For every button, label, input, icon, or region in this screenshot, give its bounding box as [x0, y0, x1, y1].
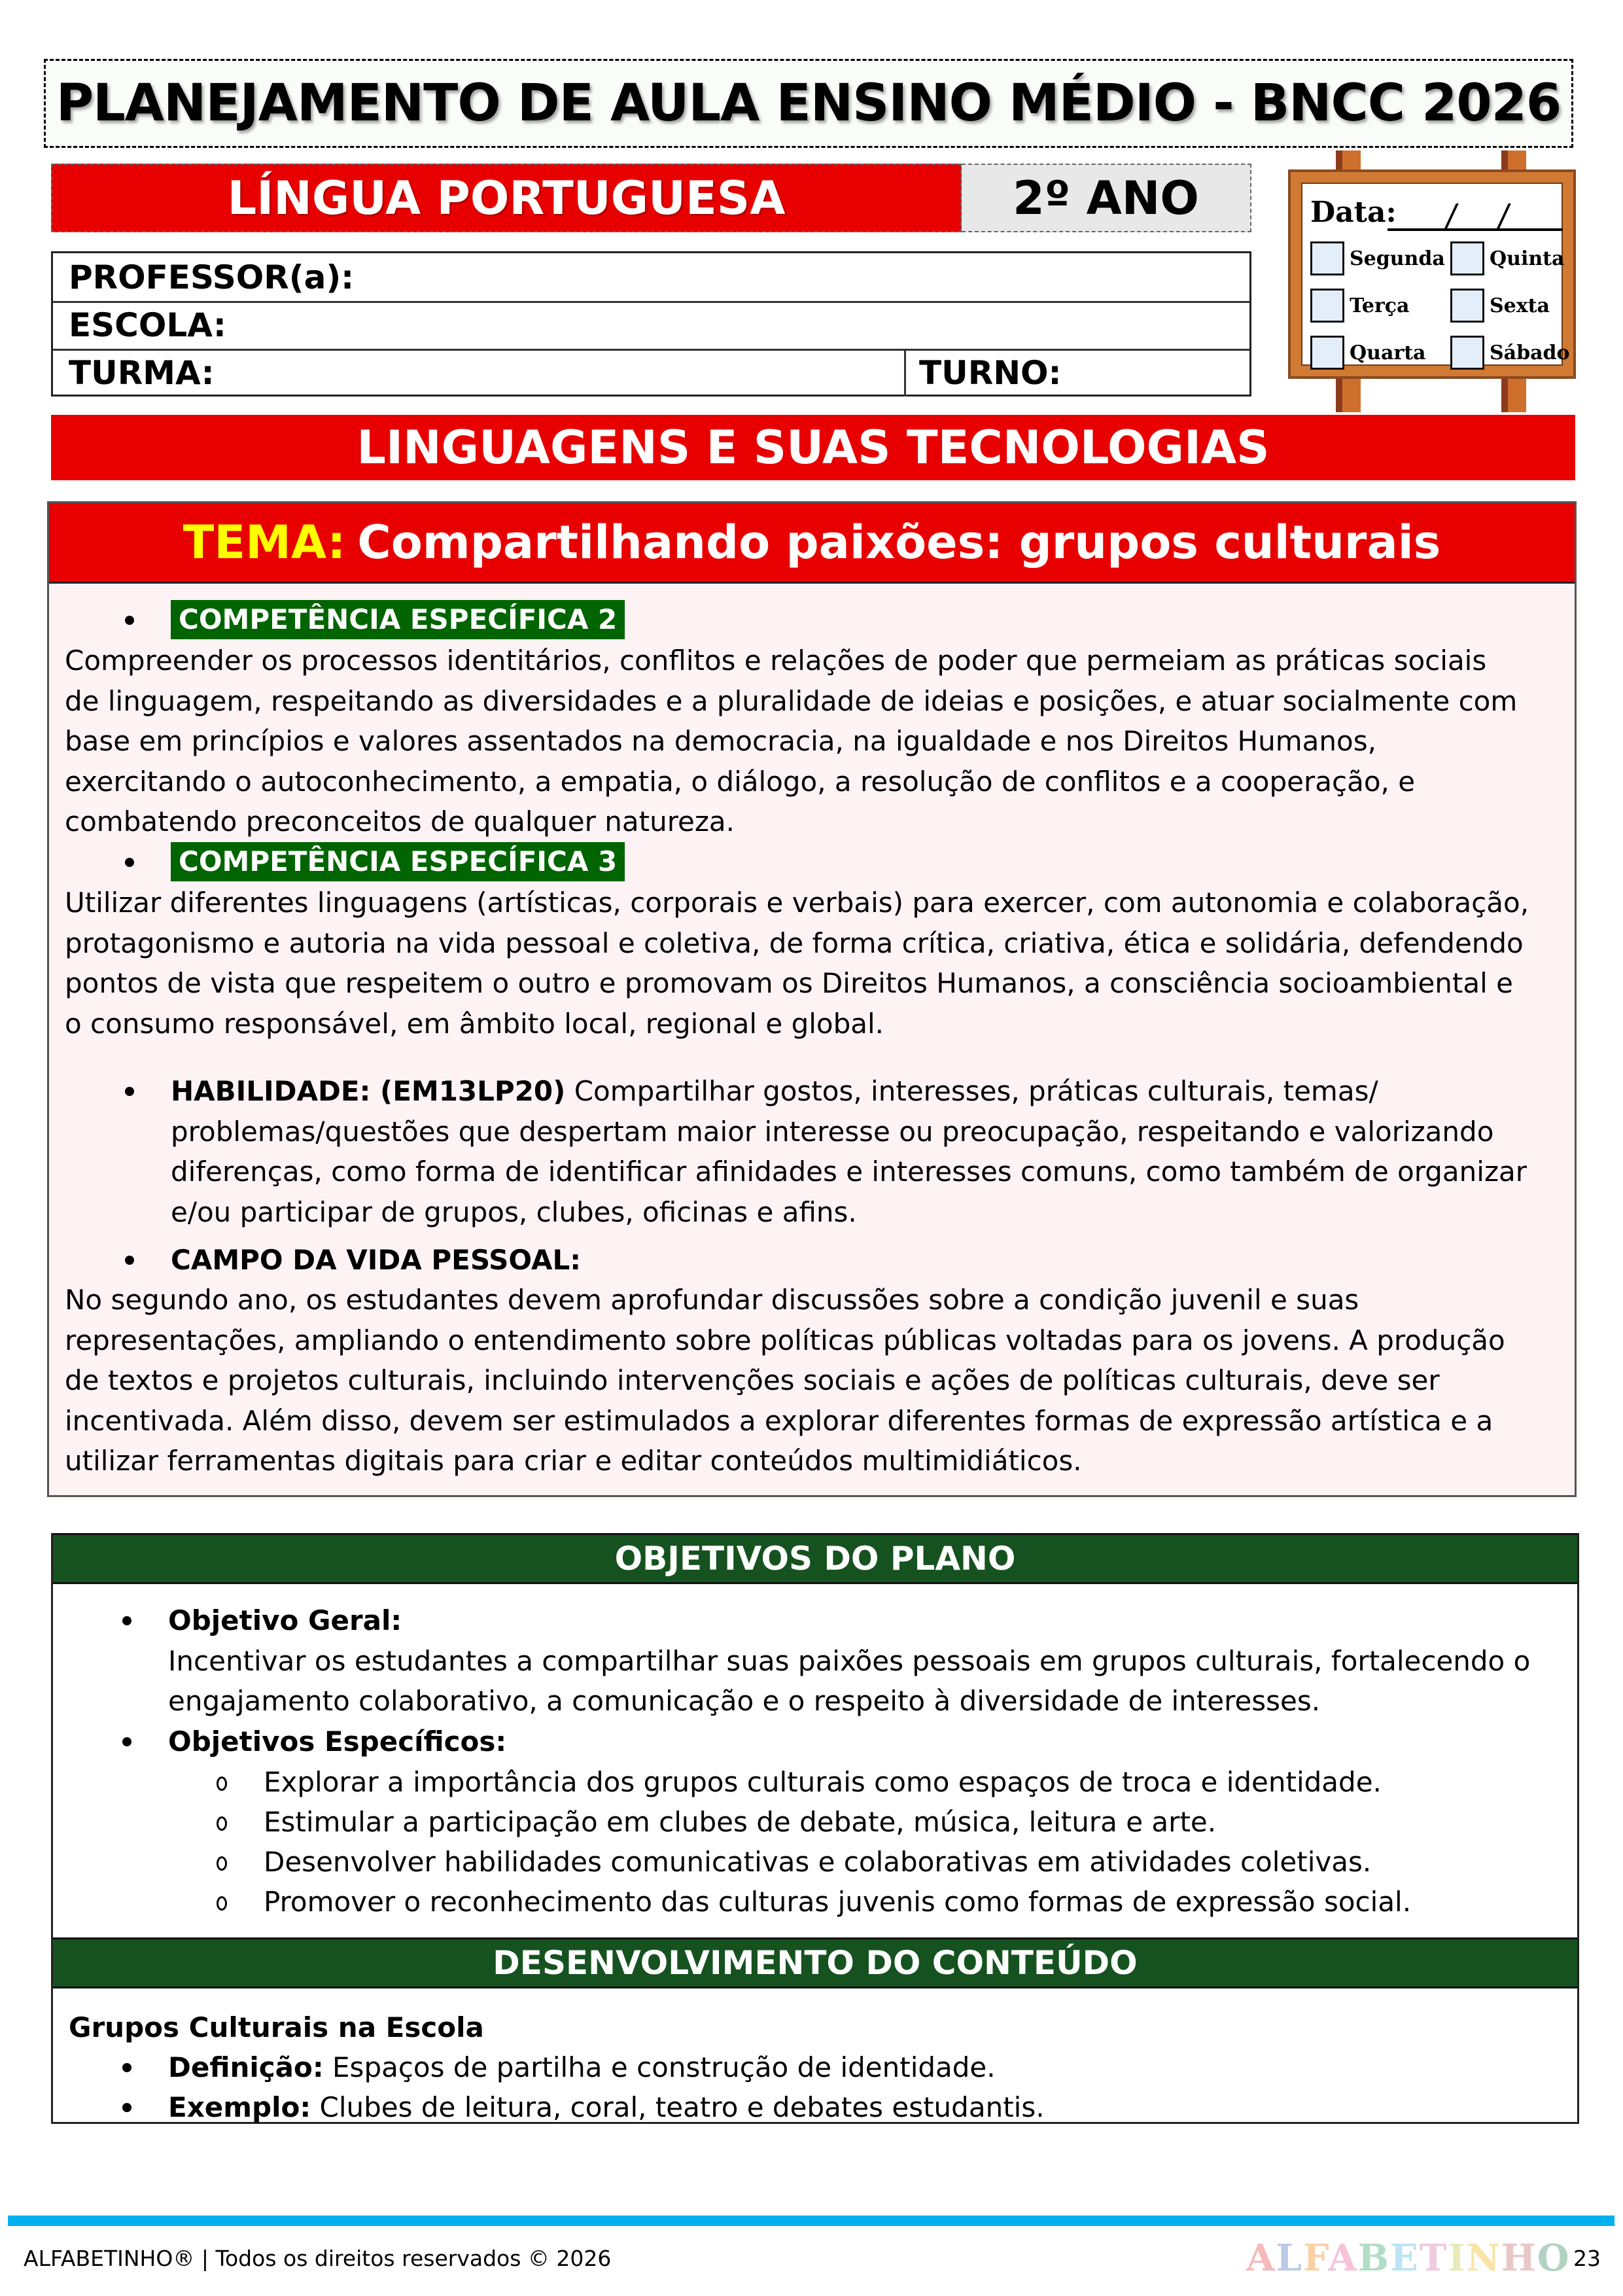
area-banner	[51, 415, 1575, 480]
objetivo-geral-item: Objetivo Geral: Incentivar os estudantes a compartilhar suas paixões pessoais em grupos culturais, fortalecendo o engajamento colaborativo, a comunicação e o respeito à diversidade de interesses.	[122, 1600, 1562, 1722]
tema-header	[49, 503, 1575, 584]
desenvolvimento-subtitle: Grupos Culturais na Escola	[69, 2011, 484, 2043]
campo-label: CAMPO DA VIDA PESSOAL:	[171, 1244, 582, 1276]
day-quinta[interactable]: Quinta	[1450, 241, 1564, 275]
date-board	[1276, 150, 1586, 412]
document-title: PLANEJAMENTO DE AULA ENSINO MÉDIO - BNCC 2026	[56, 74, 1562, 133]
board-leg-bottom-left	[1336, 373, 1361, 412]
info-table	[51, 251, 1251, 397]
day-quarta[interactable]: Quarta	[1310, 336, 1425, 370]
grade-label: 2º ANO	[1013, 171, 1199, 225]
turno-label: TURNO:	[919, 353, 1062, 392]
day-sexta[interactable]: Sexta	[1450, 289, 1550, 323]
bullet-icon	[125, 616, 134, 625]
checkbox[interactable]	[1450, 336, 1484, 370]
habilidade-text: HABILIDADE: (EM13LP20) Compartilhar gostos, interesses, práticas culturais, temas/ problemas/questões que despertam maior interesse ou preocupação, respeitando e valorizando diferenças, como forma de identificar afinidades e interesses comuns, como também de organizar e/ou participar de grupos, clubes, oficinas e afins.	[171, 1075, 1527, 1228]
subject-banner	[51, 164, 962, 232]
objetivos-especificos-item	[122, 1722, 506, 1762]
date-label: Data:	[1310, 196, 1397, 229]
escola-row[interactable]	[53, 301, 1249, 351]
escola-label: ESCOLA:	[69, 306, 226, 344]
competencia-3-item	[125, 842, 625, 881]
desenvolvimento-header: DESENVOLVIMENTO DO CONTEÚDO	[53, 1937, 1577, 1988]
day-segunda[interactable]: Segunda	[1310, 241, 1445, 275]
desenvolvimento-item: Definição: Espaços de partilha e construção de identidade.	[122, 2047, 996, 2088]
area-title: LINGUAGENS E SUAS TECNOLOGIAS	[357, 421, 1270, 474]
grade-box	[962, 164, 1251, 232]
campo-text: No segundo ano, os estudantes devem aprofundar discussões sobre a condição juvenil e suas representações, ampliando o entendimento sobre políticas públicas voltadas para os jovens. A produção de textos e projetos culturais, incluindo intervenções sociais e ações de políticas culturais, deve ser incentivada. Além disso, devem ser estimulados a explorar diferentes formas de expressão artística e a utilizar ferramentas digitais para criar e editar conteúdos multimidiáticos.	[65, 1284, 1505, 1477]
footer-bar	[8, 2216, 1614, 2226]
objetivo-geral-label: Objetivo Geral:	[168, 1604, 402, 1636]
day-terca[interactable]: Terça	[1310, 289, 1409, 323]
day-sabado[interactable]: Sábado	[1450, 336, 1570, 370]
circle-bullet-icon	[217, 1776, 227, 1791]
date-slash	[1443, 203, 1459, 231]
bullet-icon	[125, 858, 134, 867]
date-input-line[interactable]	[1387, 228, 1563, 231]
bullet-icon	[122, 2103, 131, 2112]
bullet-icon	[125, 1256, 134, 1265]
tema-label: TEMA:	[183, 516, 346, 569]
competencia-2-item	[125, 600, 625, 639]
objetivo-especifico: Desenvolver habilidades comunicativas e colaborativas em atividades coletivas.	[217, 1842, 1371, 1882]
bullet-icon	[122, 2063, 131, 2072]
circle-bullet-icon	[217, 1816, 227, 1831]
checkbox[interactable]	[1450, 241, 1484, 275]
document-title-box	[44, 59, 1573, 148]
board-frame	[1288, 169, 1576, 379]
checkbox[interactable]	[1310, 289, 1344, 323]
brand-logo: ALFABETINHO	[1246, 2236, 1571, 2280]
checkbox[interactable]	[1310, 336, 1344, 370]
tema-text: Compartilhando paixões: grupos culturais	[357, 516, 1441, 569]
objetivos-section	[51, 1533, 1579, 2124]
objetivos-especificos-label: Objetivos Específicos:	[168, 1725, 507, 1757]
bullet-icon	[122, 1737, 131, 1746]
bullet-icon	[122, 1616, 131, 1625]
competencia-tag: COMPETÊNCIA ESPECÍFICA 2	[171, 600, 625, 639]
desenvolvimento-item: Exemplo: Clubes de leitura, coral, teatro e debates estudantis.	[122, 2087, 1045, 2128]
competencia-2-text: Compreender os processos identitários, conflitos e relações de poder que permeiam as práticas sociais de linguagem, respeitando as diversidades e a pluralidade de ideias e posições, e atuar socialmente com base em princípios e valores assentados na democracia, na igualdade e nos Direitos Humanos, exercitando o autoconhecimento, a empatia, o diálogo, a resolução de conflitos e a cooperação, e combatendo preconceitos de qualquer natureza.	[65, 645, 1518, 838]
objetivo-especifico: Explorar a importância dos grupos culturais como espaços de troca e identidade.	[217, 1762, 1382, 1803]
habilidade-item	[125, 1071, 1564, 1232]
turno-cell[interactable]	[904, 349, 1062, 397]
habilidade-label: HABILIDADE: (EM13LP20)	[171, 1075, 566, 1107]
checkbox[interactable]	[1450, 289, 1484, 323]
subject-name: LÍNGUA PORTUGUESA	[227, 171, 786, 225]
competencia-3-text: Utilizar diferentes linguagens (artísticas, corporais e verbais) para exercer, com autonomia e colaboração, protagonismo e autoria na vida pessoal e coletiva, de forma crítica, criativa, ética e solidária, defendendo pontos de vista que respeitem o outro e promovam os Direitos Humanos, a consciência socioambiental e o consumo responsável, em âmbito local, regional e global.	[65, 887, 1529, 1040]
board-inner	[1301, 183, 1570, 366]
objetivos-header: OBJETIVOS DO PLANO	[53, 1533, 1577, 1584]
footer-copyright: ALFABETINHO® | Todos os direitos reservados © 2026	[24, 2246, 612, 2271]
circle-bullet-icon	[217, 1896, 227, 1911]
bullet-icon	[125, 1087, 134, 1096]
turma-row[interactable]	[53, 349, 1249, 397]
date-slash	[1495, 203, 1511, 231]
checkbox[interactable]	[1310, 241, 1344, 275]
circle-bullet-icon	[217, 1856, 227, 1871]
objetivo-especifico: Estimular a participação em clubes de debate, música, leitura e arte.	[217, 1802, 1216, 1843]
board-leg-bottom-right	[1501, 373, 1526, 412]
professor-label: PROFESSOR(a):	[69, 258, 355, 296]
campo-item	[125, 1240, 581, 1280]
tema-section	[47, 501, 1577, 1497]
professor-row[interactable]	[53, 253, 1249, 303]
page-number: 23	[1573, 2246, 1601, 2271]
competencia-tag: COMPETÊNCIA ESPECÍFICA 3	[171, 842, 625, 881]
turma-label: TURMA:	[69, 353, 215, 392]
objetivo-especifico: Promover o reconhecimento das culturas juvenis como formas de expressão social.	[217, 1882, 1411, 1922]
